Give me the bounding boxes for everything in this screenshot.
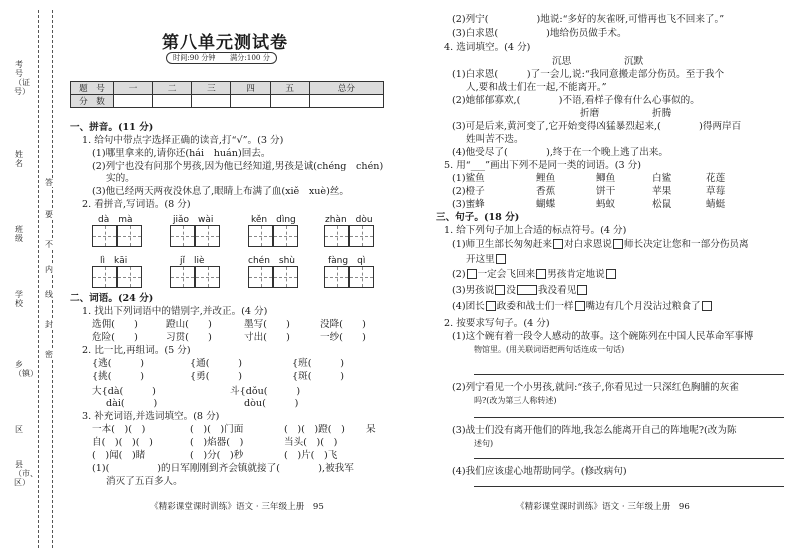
compare-item: {斑( )	[292, 371, 344, 382]
binding-margin	[0, 0, 66, 558]
sentence-part: 一定会飞回来	[477, 269, 536, 280]
word-item: 墨写( )	[244, 319, 290, 330]
polyphone-item: 大{dà( )	[92, 386, 156, 397]
sentence-part: 我没看见	[537, 285, 577, 296]
writing-box[interactable]	[117, 225, 142, 247]
score-table	[70, 81, 384, 108]
margin-label-town: 乡（镇）	[14, 360, 38, 378]
punctuation-sentence	[452, 269, 617, 281]
rewrite-item: (3)战士们没有离开他们的阵地,我怎么能离开自己的阵地呢?(改为陈	[452, 425, 737, 436]
question-item: (2)列宁也没有问那个男孩,因为他已经知道,男孩是诚(chéng chén)	[92, 161, 384, 172]
question-item: (1)哪里拿来的,请你还(hái huán)回去。	[92, 148, 271, 159]
polyphone-item: 斗{dǒu( )	[230, 386, 301, 397]
polyphone-item: dòu( )	[244, 398, 299, 409]
question: 1. 给下列句子加上合适的标点符号。(4 分)	[444, 225, 627, 236]
question: 2. 比一比,再组词。(5 分)	[82, 345, 191, 356]
sentence-part: 开这里	[466, 254, 495, 265]
punctuation-sentence	[452, 301, 713, 313]
word-choice: 折磨	[580, 108, 600, 119]
compare-item: {班( )	[292, 358, 344, 369]
word-choice: 折腾	[652, 108, 672, 119]
question-item: (3)他已经两天两夜没休息了,眼睛上布满了血(xiě xuè)丝。	[92, 186, 350, 197]
score-cell[interactable]	[114, 95, 153, 108]
sentence-part: (3)男孩说	[452, 285, 495, 296]
word-item: 习贯( )	[166, 332, 212, 343]
question-item: 实的。	[106, 173, 135, 184]
page-footer: 《精彩课堂课时训练》语文 · 三年级上册 96	[516, 502, 690, 512]
pinyin-label: chén shù	[248, 256, 295, 266]
sentence-part: 没	[506, 285, 516, 296]
pinyin-label: jǐ liè	[180, 256, 205, 266]
compare-item: {逃( )	[92, 358, 144, 369]
compare-item: {勇( )	[190, 371, 242, 382]
punctuation-box[interactable]	[536, 269, 546, 279]
question: 5. 用“___”画出下列不是同一类的词语。(3 分)	[444, 160, 641, 171]
page-title: 第八单元测试卷	[162, 33, 288, 53]
rewrite-item-note: 述句)	[474, 439, 494, 448]
word-item: (1)鲨鱼	[452, 173, 485, 184]
idiom-item: ( )闻( )睹	[92, 450, 146, 461]
question-item: (2)列宁( )地说:“多好的灰雀呀,可惜再也飞不回来了。”	[452, 14, 725, 25]
score-cell[interactable]	[309, 95, 383, 108]
pinyin-label: fàng qì	[328, 256, 366, 266]
sentence-part: 对白求恩说	[563, 239, 612, 250]
question: 2. 按要求写句子。(4 分)	[444, 318, 550, 329]
punctuation-box[interactable]	[467, 269, 477, 279]
punctuation-box[interactable]	[577, 285, 587, 295]
seal-word: 线	[45, 290, 53, 299]
idiom-item: 当头( )( )	[284, 437, 338, 448]
score-table-header-row	[71, 82, 384, 95]
table-cell: 五	[270, 82, 309, 95]
margin-label-exam-no: 考号（证号）	[14, 60, 30, 96]
time-score-info: 时间:90 分钟 满分:100 分	[166, 52, 277, 64]
idiom-item: 呆	[366, 424, 376, 435]
answer-line[interactable]	[474, 374, 784, 375]
seal-word: 密	[45, 350, 53, 359]
punctuation-box[interactable]	[495, 285, 505, 295]
word-item: 蹬山( )	[166, 319, 212, 330]
word-item: 香蕉	[536, 186, 556, 197]
margin-label-district: 区	[15, 425, 23, 434]
punctuation-box[interactable]	[517, 285, 537, 295]
idiom-item: ( )焰器( )	[190, 437, 244, 448]
rewrite-item-note: 物馆里。(用关联词语把两句话连成一句话)	[474, 345, 625, 354]
table-cell: 二	[153, 82, 192, 95]
writing-box[interactable]	[324, 225, 349, 247]
idiom-item: 自( )( )( )	[92, 437, 153, 448]
punctuation-box[interactable]	[553, 239, 563, 249]
score-table-row	[71, 95, 384, 108]
word-item: 花莲	[706, 173, 726, 184]
punctuation-sentence	[452, 239, 749, 251]
answer-line[interactable]	[474, 458, 784, 459]
word-choice: 沉默	[624, 56, 644, 67]
punctuation-box[interactable]	[496, 254, 506, 264]
word-item: 松鼠	[652, 199, 672, 210]
table-cell: 一	[114, 82, 153, 95]
word-item: 鲤鱼	[536, 173, 556, 184]
idiom-item: 一本( )( )	[92, 424, 146, 435]
margin-label-school: 学校	[15, 290, 23, 308]
idiom-item: ( )( )蹬( )	[284, 424, 345, 435]
writing-box[interactable]	[117, 266, 142, 288]
sentence-part: 嘴边有几个月没沾过粮食了	[585, 301, 701, 312]
section-heading: 一、拼音。(11 分)	[70, 122, 154, 133]
word-item: 苹果	[652, 186, 672, 197]
punctuation-sentence	[466, 254, 507, 266]
pinyin-label: lì kāi	[100, 256, 128, 266]
seal-word: 答	[45, 178, 53, 187]
sentence-part: (4)团长	[452, 301, 485, 312]
table-cell: 分 数	[71, 95, 114, 108]
score-cell[interactable]	[153, 95, 192, 108]
question-item: (1)( )的日军刚刚到齐会镇就接了( ),被我军	[92, 463, 354, 474]
margin-label-name: 姓名	[15, 150, 23, 168]
writing-box[interactable]	[248, 225, 273, 247]
table-cell: 题 号	[71, 82, 114, 95]
rewrite-item-note: 吗?(改为第三人称转述)	[474, 396, 557, 405]
writing-box[interactable]	[324, 266, 349, 288]
writing-box[interactable]	[92, 225, 117, 247]
word-item: 没降( )	[320, 319, 366, 330]
question-item: 姓叫苦不迭。	[466, 134, 524, 145]
question-item: 人,要和战士们在一起,不能离开。”	[466, 82, 607, 93]
writing-box[interactable]	[273, 225, 298, 247]
word-item: 蝴蝶	[536, 199, 556, 210]
score-cell[interactable]	[192, 95, 231, 108]
word-item: 饼干	[596, 186, 616, 197]
answer-line[interactable]	[474, 417, 784, 418]
writing-box[interactable]	[170, 225, 195, 247]
cut-line	[38, 10, 39, 548]
pinyin-label: jiǎo wài	[173, 215, 214, 225]
punctuation-box[interactable]	[486, 301, 496, 311]
seal-word: 内	[45, 265, 53, 274]
score-cell[interactable]	[231, 95, 270, 108]
writing-box[interactable]	[195, 225, 220, 247]
rewrite-item: (2)列宁看见一个小男孩,就问:“孩子,你看见过一只深红色胸脯的灰雀	[452, 382, 739, 393]
idiom-item: ( )片( )飞	[284, 450, 338, 461]
question-item: (4)他受尽了( ),终于在一个晚上逃了出来。	[452, 147, 668, 158]
seal-word: 要	[45, 210, 53, 219]
answer-line[interactable]	[474, 486, 784, 487]
sentence-part: 政委和战士们一样	[496, 301, 574, 312]
seal-line	[52, 10, 53, 548]
sentence-part: 师长决定让您和一部分伤员离	[623, 239, 749, 250]
rewrite-item: (1)这个碗有着一段令人感动的故事。这个碗陈列在中国人民革命军事博	[452, 331, 754, 342]
punctuation-box[interactable]	[702, 301, 712, 311]
writing-box[interactable]	[273, 266, 298, 288]
table-cell: 三	[192, 82, 231, 95]
question-item: 消灭了五百多人。	[106, 476, 183, 487]
section-heading: 二、词语。(24 分)	[70, 293, 154, 304]
word-choice: 沉思	[552, 56, 572, 67]
question-item: (3)白求恩( )地给伤员做手术。	[452, 28, 627, 39]
writing-box[interactable]	[349, 266, 374, 288]
question: 1. 给句中带点字选择正确的读音,打“√”。(3 分)	[82, 135, 284, 146]
pinyin-label: zhàn dòu	[325, 215, 373, 225]
pinyin-label: kěn dìng	[251, 215, 296, 225]
word-item: 危险( )	[92, 332, 138, 343]
word-item: 白鲨	[652, 173, 672, 184]
idiom-item: ( )( )门面	[190, 424, 244, 435]
word-item: 鲫鱼	[596, 173, 616, 184]
rewrite-item: (4)我们应该虚心地帮助同学。(修改病句)	[452, 466, 627, 477]
word-item: 蚂蚁	[596, 199, 616, 210]
punctuation-box[interactable]	[606, 269, 616, 279]
idiom-item: ( )分( )秒	[190, 450, 244, 461]
page-footer: 《精彩课堂课时训练》语文 · 三年级上册 95	[150, 502, 324, 512]
sentence-part: (2)	[452, 269, 466, 280]
word-item: (2)橙子	[452, 186, 485, 197]
word-item: 草莓	[706, 186, 726, 197]
sentence-part: (1)师卫生部长匆匆赶来	[452, 239, 552, 250]
word-item: (3)蜜蜂	[452, 199, 485, 210]
seal-word: 不	[45, 240, 53, 249]
writing-box[interactable]	[170, 266, 195, 288]
seal-word: 封	[45, 320, 53, 329]
writing-box[interactable]	[195, 266, 220, 288]
margin-label-class: 班级	[15, 225, 23, 243]
polyphone-item: dài( )	[106, 398, 158, 409]
word-item: 寸出( )	[244, 332, 290, 343]
word-item: 一纱( )	[320, 332, 366, 343]
compare-item: {挑( )	[92, 371, 144, 382]
punctuation-sentence	[452, 285, 588, 297]
question: 1. 找出下列词语中的错别字,并改正。(4 分)	[82, 306, 268, 317]
question: 3. 补充词语,并选词填空。(8 分)	[82, 411, 220, 422]
punctuation-box[interactable]	[575, 301, 585, 311]
writing-box[interactable]	[349, 225, 374, 247]
writing-box[interactable]	[248, 266, 273, 288]
question-item: (2)她郁郁寡欢,( )不语,看样子像有什么心事似的。	[452, 95, 700, 106]
punctuation-box[interactable]	[613, 239, 623, 249]
question: 2. 看拼音,写词语。(8 分)	[82, 199, 191, 210]
question-item: (1)白求恩( )了一会儿,说:“我同意搬走部分伤员。至于我个	[452, 69, 725, 80]
sentence-part: 男孩肯定地说	[547, 269, 605, 280]
table-cell: 总分	[309, 82, 383, 95]
pinyin-label: dà mà	[98, 215, 133, 225]
margin-label-county: 县（市、区）	[14, 460, 38, 487]
word-item: 选佣( )	[92, 319, 138, 330]
question-item: (3)可是后来,黄河变了,它开始变得凶猛暴烈起来,( )得两岸百	[452, 121, 742, 132]
writing-box[interactable]	[92, 266, 117, 288]
question: 4. 选词填空。(4 分)	[444, 42, 531, 53]
score-cell[interactable]	[270, 95, 309, 108]
table-cell: 四	[231, 82, 270, 95]
word-item: 蜻蜓	[706, 199, 726, 210]
compare-item: {通( )	[190, 358, 242, 369]
section-heading: 三、句子。(18 分)	[436, 212, 520, 223]
